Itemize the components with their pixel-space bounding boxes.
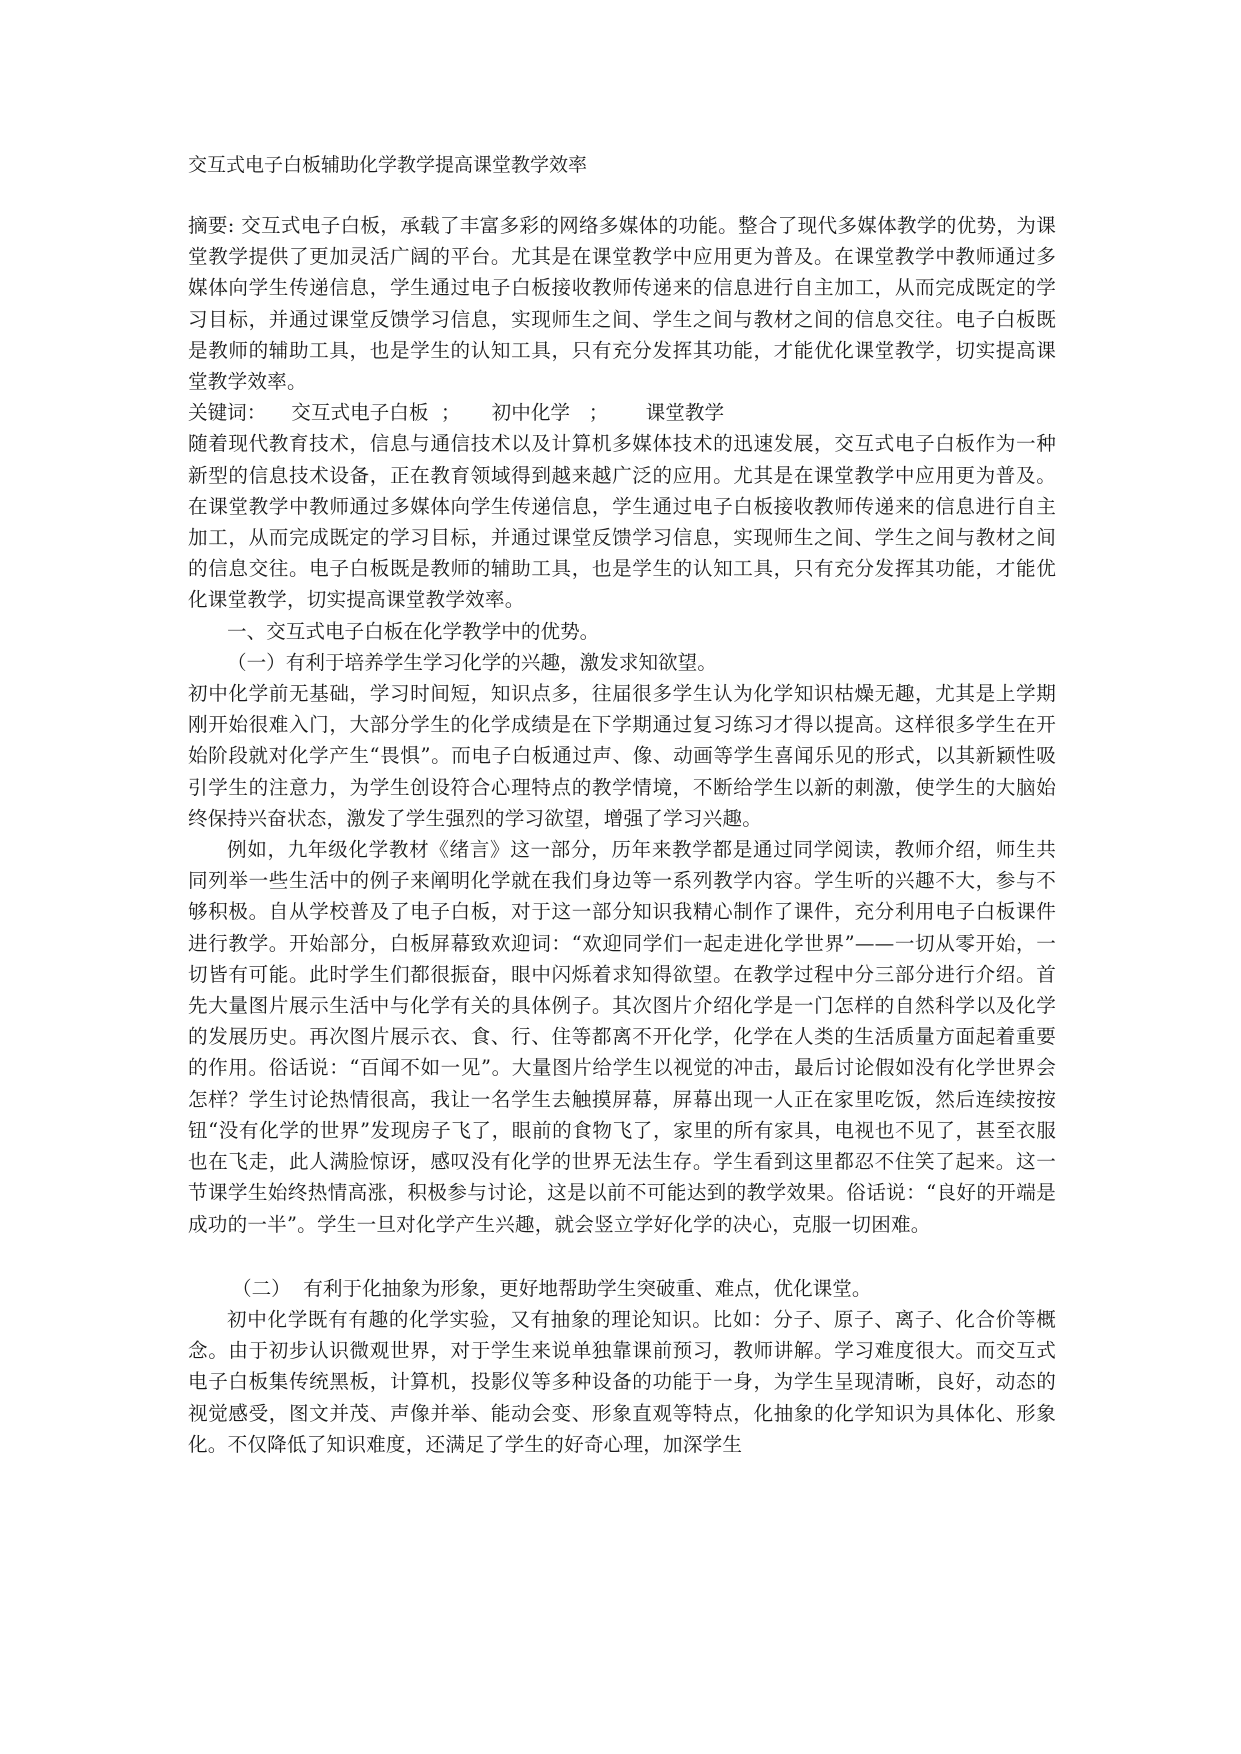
document-title: 交互式电子白板辅助化学教学提高课堂教学效率 [188,154,588,176]
body-paragraph: 例如，九年级化学教材《绪言》这一部分，历年来教学都是通过同学阅读，教师介绍，师生共同列举一些生活中的例子来阐明化学就在我们身边等一系列教学内容。学生听的兴趣不大，参与不够积极。自从学校普及了电子白板，对于这一部分知识我精心制作了课件，充分利用电子白板课件进行教学。开始部分，白板屏幕致欢迎词：“欢迎同学们一起走进化学世界”——一切从零开始，一切皆有可能。此时学生们都很振奋，眼中闪烁着求知得欲望。在教学过程中分三部分进行介绍。首先大量图片展示生活中与化学有关的具体例子。其次图片介绍化学是一门怎样的自然科学以及化学的发展历史。再次图片展示衣、食、行、住等都离不开化学，化学在人类的生活质量方面起着重要的作用。俗话说：“百闻不如一见”。大量图片给学生以视觉的冲击，最后讨论假如没有化学世界会怎样？学生讨论热情很高，我让一名学生去触摸屏幕，屏幕出现一人正在家里吃饭，然后连续按按钮“没有化学的世界”发现房子飞了，眼前的食物飞了，家里的所有家具，电视也不见了，甚至衣服也在飞走，此人满脸惊讶，感叹没有化学的世界无法生存。学生看到这里都忍不住笑了起来。这一节课学生始终热情高涨，积极参与讨论，这是以前不可能达到的教学效果。俗话说：“良好的开端是成功的一半”。学生一旦对化学产生兴趣，就会竖立学好化学的决心，克服一切困难。 [188,838,1056,1236]
body-paragraph: 初中化学既有有趣的化学实验，又有抽象的理论知识。比如：分子、原子、离子、化合价等概念。由于初步认识微观世界，对于学生来说单独靠课前预习，教师讲解。学习难度很大。而交互式电子白板集传统黑板，计算机，投影仪等多种设备的功能于一身，为学生呈现清晰，良好，动态的视觉感受，图文并茂、声像并举、能动会变、形象直观等特点，化抽象的化学知识为具体化、形象化。不仅降低了知识难度，还满足了学生的好奇心理，加深学生 [188,1307,1056,1456]
subsection-heading-2: （二） 有利于化抽象为形象，更好地帮助学生突破重、难点，优化课堂。 [232,1276,872,1300]
abstract-paragraph: 摘要: 交互式电子白板，承载了丰富多彩的网络多媒体的功能。整合了现代多媒体教学的优势，为课堂教学提供了更加灵活广阔的平台。尤其是在课堂教学中应用更为普及。在课堂教学中教师通过多媒体向学生传递信息，学生通过电子白板接收教师传递来的信息进行自主加工，从而完成既定的学习目标，并通过课堂反馈学习信息，实现师生之间、学生之间与教材之间的信息交往。电子白板既是教师的辅助工具，也是学生的认知工具，只有充分发挥其功能，才能优化课堂教学，切实提高课堂教学效率。 [188,214,1056,394]
subsection-heading-1: （一）有利于培养学生学习化学的兴趣，激发求知欲望。 [227,650,717,674]
paragraph-spacer [188,1240,1056,1273]
document-page [188,150,1056,1460]
body-paragraph: 初中化学前无基础，学习时间短，知识点多，往届很多学生认为化学知识枯燥无趣，尤其是上学期刚开始很难入门，大部分学生的化学成绩是在下学期通过复习练习才得以提高。这样很多学生在开始阶段就对化学产生“畏惧”。而电子白板通过声、像、动画等学生喜闻乐见的形式，以其新颖性吸引学生的注意力，为学生创设符合心理特点的教学情境，不断给学生以新的刺激，使学生的大脑始终保持兴奋状态，激发了学生强烈的学习欲望，增强了学习兴趣。 [188,682,1056,830]
intro-paragraph: 随着现代教育技术，信息与通信技术以及计算机多媒体技术的迅速发展，交互式电子白板作为一种新型的信息技术设备，正在教育领域得到越来越广泛的应用。尤其是在课堂教学中应用更为普及。在课堂教学中教师通过多媒体向学生传递信息，学生通过电子白板接收教师传递来的信息进行自主加工，从而完成既定的学习目标，并通过课堂反馈学习信息，实现师生之间、学生之间与教材之间的信息交往。电子白板既是教师的辅助工具，也是学生的认知工具，只有充分发挥其功能，才能优化课堂教学，切实提高课堂教学效率。 [188,432,1056,612]
keywords-line: 关键词： 交互式电子白板 ； 初中化学 ； 课堂教学 [188,401,725,425]
section-heading-1: 一、交互式电子白板在化学教学中的优势。 [227,619,600,643]
